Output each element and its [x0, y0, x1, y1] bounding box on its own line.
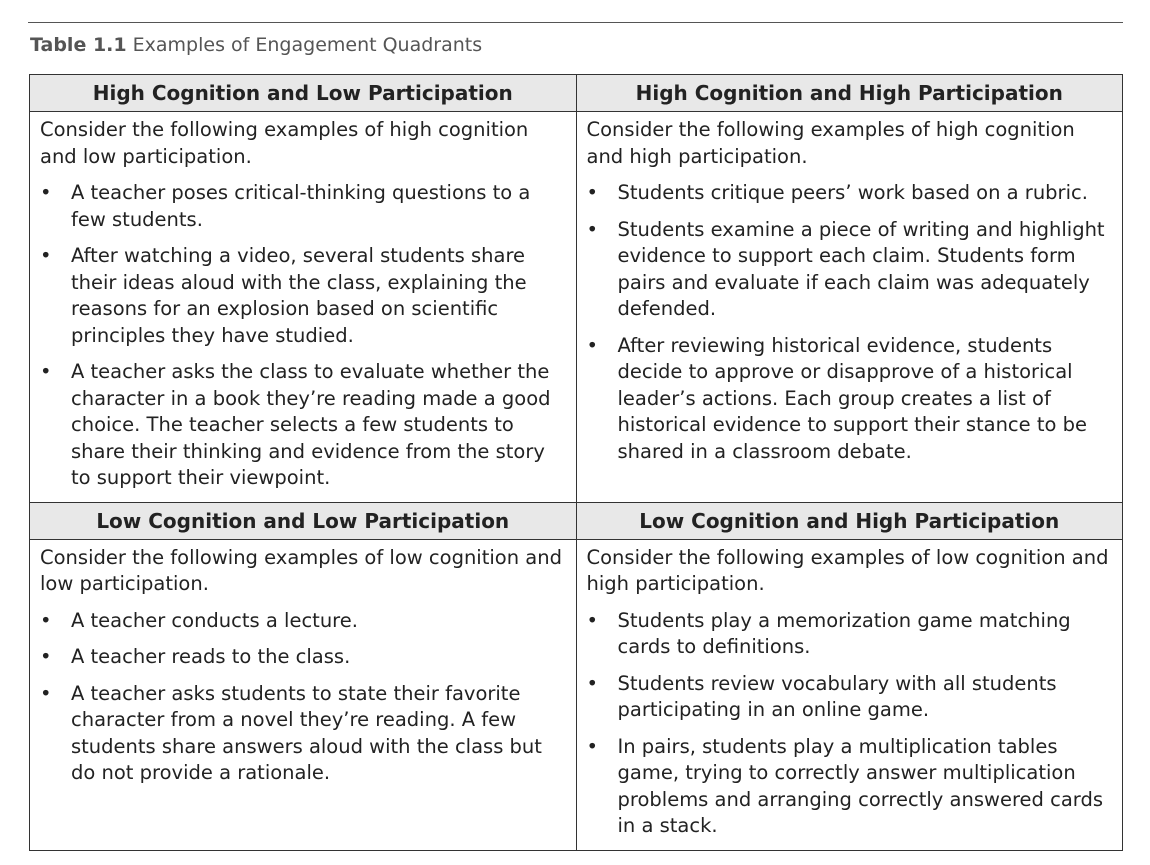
quadrant-heading: Low Cognition and High Participation — [576, 502, 1123, 539]
quadrant-cell — [576, 539, 1123, 850]
table-number: Table 1.1 — [30, 34, 127, 56]
list-item: • In pairs, students play a multiplication tables game, trying to correctly answer multiplication problems and arranging correctly answered cards in a stack. — [587, 734, 1113, 840]
quadrant-cell — [576, 112, 1123, 503]
example-list — [40, 608, 566, 787]
list-item: • A teacher poses critical-thinking questions to a few students. — [40, 180, 566, 233]
quadrant-heading: High Cognition and Low Participation — [30, 75, 577, 112]
quadrant-intro: Consider the following examples of low cognition and low participation. — [40, 545, 562, 595]
quadrant-intro: Consider the following examples of high cognition and high participation. — [586, 118, 1075, 168]
example-list — [587, 608, 1113, 840]
list-item: • Students examine a piece of writing and highlight evidence to support each claim. Students form pairs and evaluate if each claim was adequately defended. — [587, 217, 1113, 323]
quadrant-heading: High Cognition and High Participation — [576, 75, 1123, 112]
quadrant-intro: Consider the following examples of high cognition and low participation. — [40, 118, 529, 168]
quadrant-intro: Consider the following examples of low cognition and high participation. — [586, 545, 1109, 595]
list-item: • A teacher reads to the class. — [40, 644, 566, 671]
list-item: • After reviewing historical evidence, students decide to approve or disapprove of a historical leader’s actions. Each group creates a list of historical evidence to support their stance to be shared in a classroom debate. — [587, 333, 1113, 466]
quadrant-cell — [30, 539, 577, 850]
engagement-quadrants-table — [29, 74, 1123, 851]
table-title: Examples of Engagement Quadrants — [132, 34, 483, 56]
list-item: • Students play a memorization game matching cards to definitions. — [587, 608, 1113, 661]
quadrant-heading: Low Cognition and Low Participation — [30, 502, 577, 539]
list-item: • A teacher conducts a lecture. — [40, 608, 566, 635]
example-list — [40, 180, 566, 492]
list-item: • Students critique peers’ work based on a rubric. — [587, 180, 1113, 207]
list-item: • Students review vocabulary with all students participating in an online game. — [587, 671, 1113, 724]
quadrant-cell — [30, 112, 577, 503]
table-caption — [30, 34, 482, 56]
example-list — [587, 180, 1113, 465]
list-item: • A teacher asks students to state their favorite character from a novel they’re reading. A few students share answers aloud with the class but do not provide a rationale. — [40, 681, 566, 787]
list-item: • After watching a video, several students share their ideas aloud with the class, explaining the reasons for an explosion based on scientific principles they have studied. — [40, 243, 566, 349]
list-item: • A teacher asks the class to evaluate whether the character in a book they’re reading made a good choice. The teacher selects a few students to share their thinking and evidence from the story to support their viewpoint. — [40, 359, 566, 492]
top-rule — [28, 22, 1123, 23]
